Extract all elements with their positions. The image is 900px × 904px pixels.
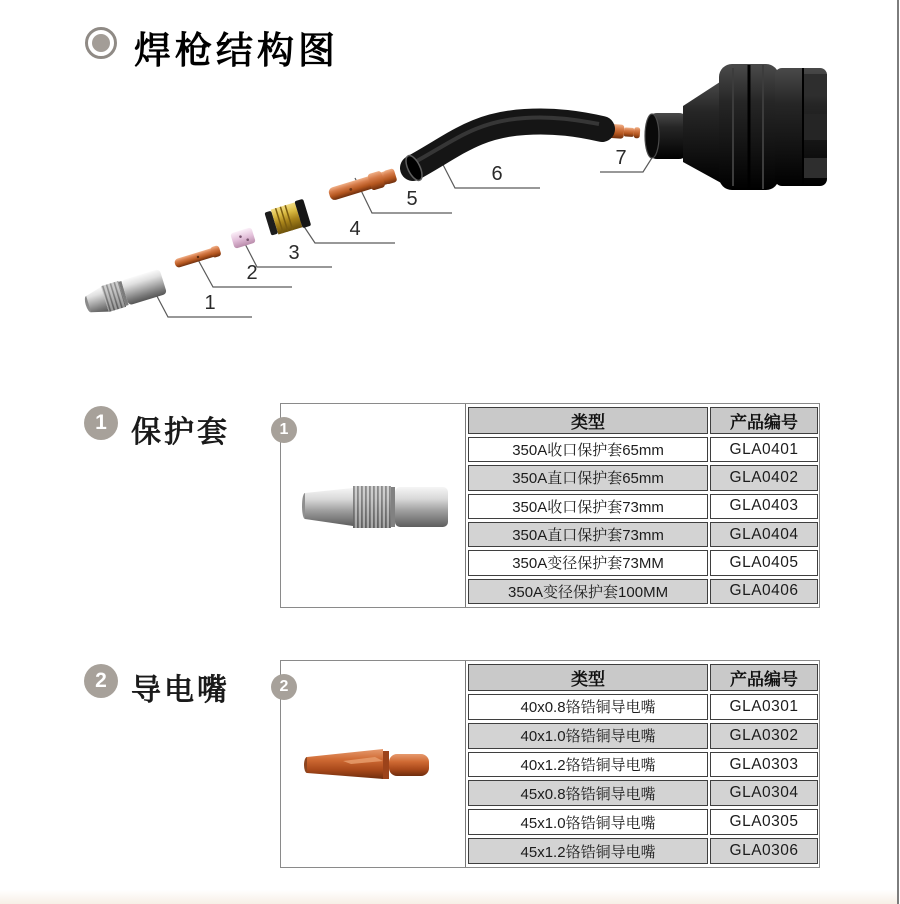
type-cell: 45x1.2铬锆铜导电嘴 bbox=[468, 838, 708, 864]
table-row bbox=[468, 550, 818, 575]
part-2-contact-tip bbox=[173, 245, 221, 269]
sleeve-panel bbox=[280, 403, 820, 608]
part-label-7: 7 bbox=[615, 147, 627, 169]
nozzle-graphic bbox=[301, 484, 451, 530]
type-cell: 40x0.8铬锆铜导电嘴 bbox=[468, 694, 708, 720]
table-row bbox=[468, 522, 818, 547]
code-cell: GLA0405 bbox=[710, 550, 818, 575]
table-row bbox=[468, 694, 818, 720]
code-cell: GLA0302 bbox=[710, 723, 818, 749]
type-cell: 350A直口保护套65mm bbox=[468, 465, 708, 490]
sleeve-panel-badge: 1 bbox=[271, 417, 297, 443]
code-cell: GLA0305 bbox=[710, 809, 818, 835]
code-cell: GLA0404 bbox=[710, 522, 818, 547]
col-header-code: 产品编号 bbox=[710, 407, 818, 434]
type-cell: 350A收口保护套65mm bbox=[468, 437, 708, 462]
page-edge-line bbox=[897, 0, 899, 904]
part-label-3: 3 bbox=[288, 242, 300, 264]
table-row bbox=[468, 494, 818, 519]
part-label-2: 2 bbox=[246, 262, 258, 284]
table-row bbox=[468, 780, 818, 806]
code-cell: GLA0403 bbox=[710, 494, 818, 519]
part-6-gooseneck bbox=[403, 117, 641, 182]
part-label-1: 1 bbox=[204, 292, 216, 314]
col-header-type: 类型 bbox=[468, 407, 708, 434]
code-cell: GLA0402 bbox=[710, 465, 818, 490]
table-row bbox=[468, 579, 818, 604]
contact-tip-graphic bbox=[303, 747, 443, 783]
tip-spec-table bbox=[466, 661, 820, 867]
table-row bbox=[468, 723, 818, 749]
section-2-title: 导电嘴 bbox=[131, 674, 230, 707]
code-cell: GLA0406 bbox=[710, 579, 818, 604]
section-2-badge: 2 bbox=[84, 664, 118, 698]
exploded-diagram bbox=[55, 50, 900, 330]
section-1-title: 保护套 bbox=[131, 416, 230, 449]
part-4-gas-diffuser bbox=[264, 199, 311, 238]
table-row bbox=[468, 838, 818, 864]
table-row bbox=[468, 809, 818, 835]
table-row bbox=[468, 437, 818, 462]
header-row bbox=[468, 664, 818, 691]
tip-panel-badge: 2 bbox=[271, 674, 297, 700]
col-header-code: 产品编号 bbox=[710, 664, 818, 691]
table-row bbox=[468, 465, 818, 490]
sleeve-product-image bbox=[281, 404, 466, 607]
type-cell: 40x1.2铬锆铜导电嘴 bbox=[468, 752, 708, 778]
type-cell: 350A收口保护套73mm bbox=[468, 494, 708, 519]
part-3-insulator bbox=[230, 227, 256, 249]
part-label-5: 5 bbox=[406, 188, 418, 210]
tip-product-image bbox=[281, 661, 466, 867]
bottom-gradient bbox=[0, 890, 897, 904]
part-1-nozzle bbox=[82, 268, 167, 318]
type-cell: 45x0.8铬锆铜导电嘴 bbox=[468, 780, 708, 806]
code-cell: GLA0304 bbox=[710, 780, 818, 806]
type-cell: 45x1.0铬锆铜导电嘴 bbox=[468, 809, 708, 835]
code-cell: GLA0303 bbox=[710, 752, 818, 778]
part-7-connector-body bbox=[645, 64, 827, 190]
code-cell: GLA0401 bbox=[710, 437, 818, 462]
code-cell: GLA0301 bbox=[710, 694, 818, 720]
section-1-badge: 1 bbox=[84, 406, 118, 440]
page-title: 焊枪结构图 bbox=[134, 30, 339, 71]
part-5-tip-holder bbox=[327, 167, 398, 203]
type-cell: 350A直口保护套73mm bbox=[468, 522, 708, 547]
header-row bbox=[468, 407, 818, 434]
tip-panel bbox=[280, 660, 820, 868]
sleeve-spec-table bbox=[466, 404, 820, 607]
type-cell: 350A变径保护套73MM bbox=[468, 550, 708, 575]
code-cell: GLA0306 bbox=[710, 838, 818, 864]
part-label-6: 6 bbox=[491, 163, 503, 185]
type-cell: 40x1.0铬锆铜导电嘴 bbox=[468, 723, 708, 749]
type-cell: 350A变径保护套100MM bbox=[468, 579, 708, 604]
col-header-type: 类型 bbox=[468, 664, 708, 691]
part-label-4: 4 bbox=[349, 218, 361, 240]
table-row bbox=[468, 752, 818, 778]
